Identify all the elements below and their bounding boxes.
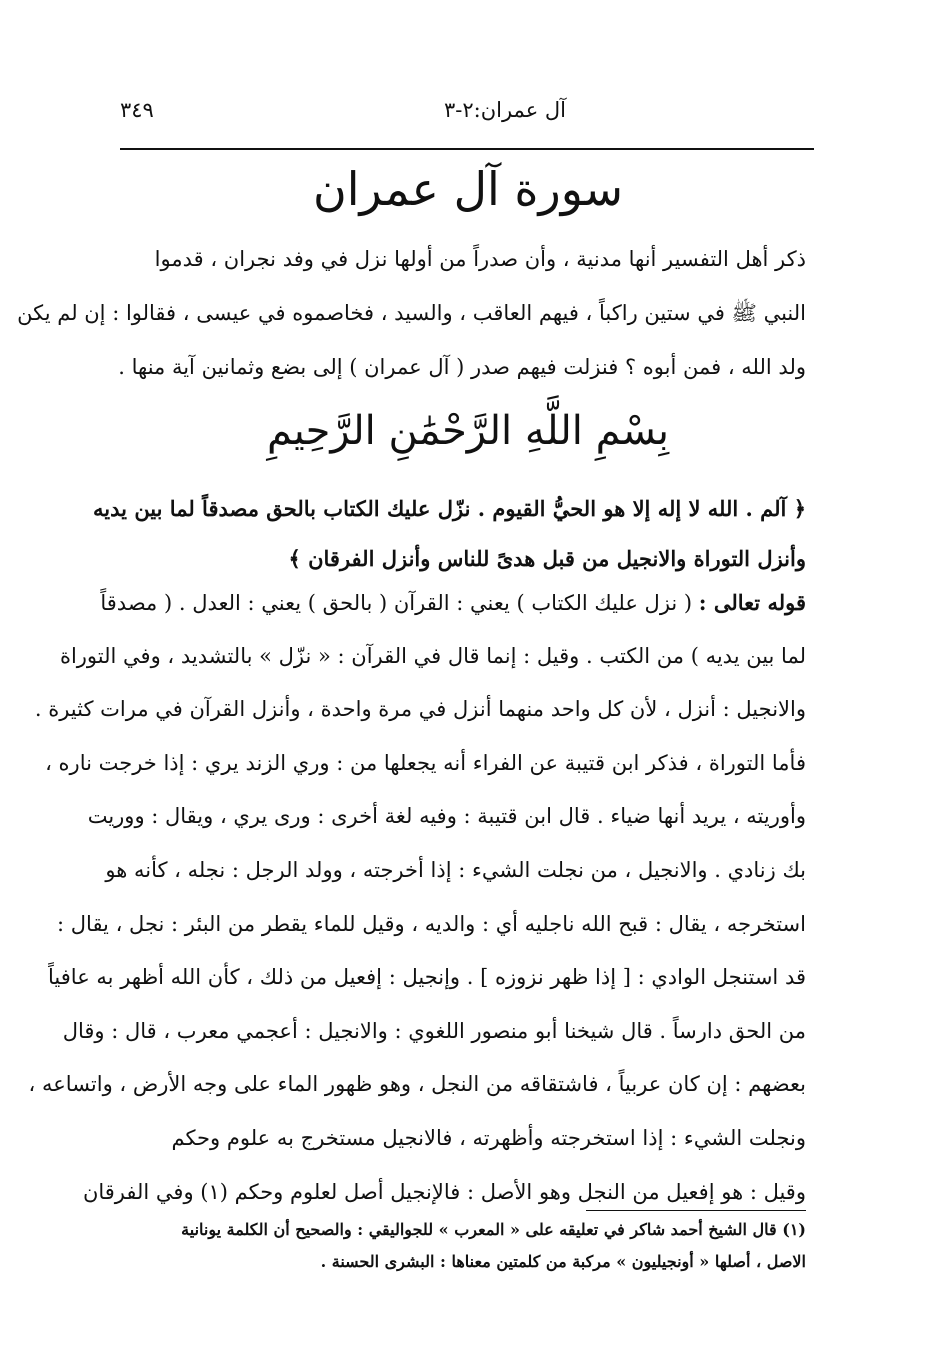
commentary-line: قد استنجل الوادي : [ إذا ظهر نزوزه ] . وإنجيل : إفعيل من ذلك ، كأن الله أظهر به عافياً (48, 965, 806, 990)
footnote-line: الاصل ، أصلها « أونجيليون » مركبة من كلمتين معناها : البشرى الحسنة . (320, 1252, 806, 1271)
footnote (130, 1214, 806, 1278)
footnote-rule (586, 1210, 806, 1211)
intro-line: ولد الله ، فمن أبوه ؟ فنزلت فيهم صدر ( آل عمران ) إلى بضع وثمانين آية منها . (118, 355, 806, 379)
commentary-line: ونجلت الشيء : إذا استخرجته وأظهرته ، فالانجيل مستخرج به علوم وحكم (171, 1125, 806, 1150)
commentary-line: استخرجه ، يقال : قبح الله ناجليه أي : والديه ، وقيل للماء يقطر من البئر : نجل ، يقال : (57, 911, 806, 936)
commentary-line: بك زنادي . والانجيل ، من نجلت الشيء : إذا أخرجته ، وولد الرجل : نجله ، كأنه هو (105, 857, 806, 882)
commentary-line: وأوريته ، يريد أنها ضياء . قال ابن قتيبة : وفيه لغة أخرى : ورى يري ، ويقال : ووريت (87, 804, 806, 829)
surah-title: سورة آل عمران (312, 162, 624, 216)
verse-line: ﴿ آلم . الله لا إله إلا هو الحيُّ القيوم . نزّل عليك الكتاب بالحق مصدقاً لما بين يديه (93, 496, 806, 521)
quran-verse (93, 484, 806, 584)
commentary-line: وقيل : هو إفعيل من النجل وهو الأصل : فالإنجيل أصل لعلوم وحكم (١) وفي الفرقان (82, 1179, 806, 1204)
footnote-line: (١) قال الشيخ أحمد شاكر في تعليقه على « المعرب » للجواليقي : والصحيح أن الكلمة يونانية (181, 1220, 806, 1239)
page-number: ٣٤٩ (120, 98, 154, 122)
running-head (120, 92, 816, 132)
commentary-line: لما بين يديه ) من الكتب . وقيل : إنما قال في القرآن : « نزّل » بالتشديد ، وفي التوراة (59, 643, 806, 668)
commentary-lead: قوله تعالى : (698, 590, 806, 615)
intro-paragraph (17, 232, 806, 394)
basmala: بِسْمِ اللَّهِ الرَّحْمَٰنِ الرَّحِيمِ (266, 408, 670, 454)
commentary-lead-rest: ( نزل عليك الكتاب ) يعني : القرآن ( بالحق ) يعني : العدل . ( مصدقاً (100, 591, 699, 615)
commentary-line: من الحق دارساً . قال شيخنا أبو منصور اللغوي : والانجيل : أعجمي معرب ، قال : وقال (62, 1018, 806, 1043)
commentary-line: بعضهم : إن كان عربياً ، فاشتقاقه من النجل ، وهو ظهور الماء على وجه الأرض ، واتساعه ، (28, 1072, 806, 1097)
commentary-line (100, 576, 806, 630)
running-head-title: آل عمران:٢-٣ (443, 98, 566, 122)
commentary-line: والانجيل : أنزل ، لأن كل واحد منهما أنزل في مرة واحدة ، وأنزل القرآن في مرات كثيرة . (34, 697, 806, 722)
intro-line: النبي ﷺ في ستين راكباً ، فيهم العاقب ، والسيد ، فخاصموه في عيسى ، فقالوا : إن لم يكن (17, 301, 806, 325)
header-rule (120, 148, 814, 150)
commentary-line: فأما التوراة ، فذكر ابن قتيبة عن الفراء أنه يجعلها من : وري الزند يري : إذا خرجت ناره ، (45, 750, 806, 775)
verse-line: وأنزل التوراة والانجيل من قبل هدىً للناس وأنزل الفرقان ﴾ (288, 546, 806, 571)
intro-line: ذكر أهل التفسير أنها مدنية ، وأن صدراً من أولها نزل في وفد نجران ، قدموا (154, 247, 806, 271)
commentary (28, 576, 806, 1219)
